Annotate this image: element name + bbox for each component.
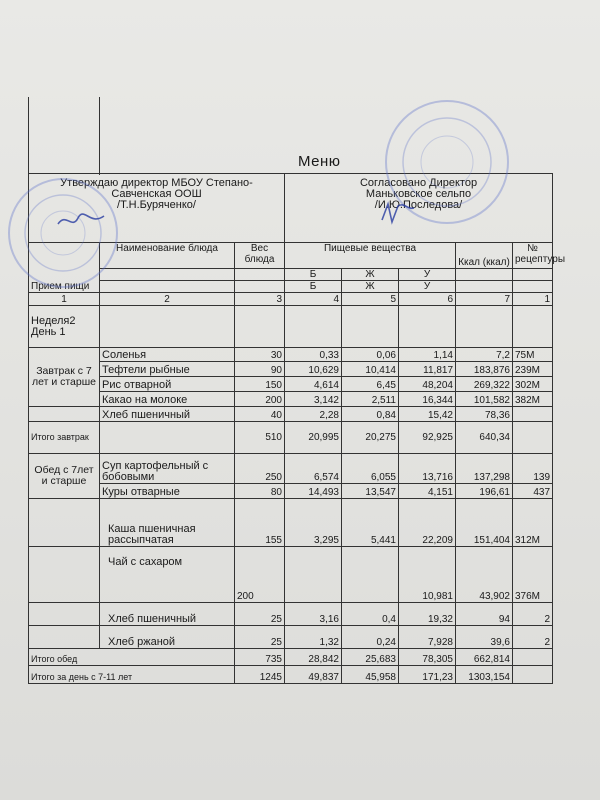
weight-cell: 30	[235, 348, 285, 362]
u-cell: 13,716	[399, 454, 456, 484]
dish-name: Хлеб ржаной	[100, 626, 235, 649]
recipe-cell: 437	[513, 484, 553, 499]
recipe-cell: 312М	[513, 499, 553, 547]
col-zh-header: Ж	[342, 269, 399, 281]
agreement-signature-icon	[378, 200, 418, 233]
recipe-cell: 239М	[513, 362, 553, 377]
kcal-cell: 39,6	[456, 626, 513, 649]
weight-cell: 25	[235, 603, 285, 626]
weight-cell: 1245	[235, 666, 285, 684]
zh-cell: 13,547	[342, 484, 399, 499]
recipe-cell: 302М	[513, 377, 553, 392]
table-row	[29, 547, 553, 603]
empty-cell	[235, 281, 285, 293]
u-cell: 10,981	[399, 547, 456, 603]
empty-cell	[456, 281, 513, 293]
column-number-row	[29, 293, 553, 306]
empty-cell	[29, 547, 100, 603]
recipe-cell: 2	[513, 626, 553, 649]
empty-cell	[100, 306, 235, 348]
dish-name: Рис отварной	[100, 377, 235, 392]
kcal-cell: 7,2	[456, 348, 513, 362]
table-row	[29, 362, 553, 377]
dish-name: Хлеб пшеничный	[100, 603, 235, 626]
week-day-row	[29, 306, 553, 348]
empty-cell	[29, 499, 100, 547]
weight-cell: 250	[235, 454, 285, 484]
col-kcal-header: Ккал (ккал)	[456, 243, 513, 269]
b-cell: 20,995	[285, 422, 342, 454]
col-u-header: У	[399, 269, 456, 281]
table-row	[29, 484, 553, 499]
lunch-total-row	[29, 649, 553, 666]
b-cell: 49,837	[285, 666, 342, 684]
day-total-label: Итого за день с 7-11 лет	[29, 666, 235, 684]
u-cell: 1,14	[399, 348, 456, 362]
kcal-cell: 1303,154	[456, 666, 513, 684]
col-num-1: 1	[29, 293, 100, 306]
weight-cell: 40	[235, 407, 285, 422]
day-total-row	[29, 666, 553, 684]
col-b-header: Б	[285, 269, 342, 281]
recipe-cell: 382М	[513, 392, 553, 407]
zh-cell: 45,958	[342, 666, 399, 684]
b-cell: 10,629	[285, 362, 342, 377]
dish-name: Куры отварные	[100, 484, 235, 499]
table-row	[29, 377, 553, 392]
b-cell: 0,33	[285, 348, 342, 362]
approval-right-line-3: /И.Ю.Последова/	[374, 199, 463, 211]
zh-cell: 0,06	[342, 348, 399, 362]
dish-name: Тефтели рыбные	[100, 362, 235, 377]
weight-cell: 510	[235, 422, 285, 454]
u-cell: 22,209	[399, 499, 456, 547]
kcal-cell: 78,36	[456, 407, 513, 422]
director-signature-icon	[56, 210, 106, 237]
dish-name: Каша пшеничная рассыпчатая	[100, 499, 235, 547]
weight-cell: 155	[235, 499, 285, 547]
b-cell: 3,16	[285, 603, 342, 626]
u-cell: 11,817	[399, 362, 456, 377]
col-zh-header-2: Ж	[342, 281, 399, 293]
col-b-header-2: Б	[285, 281, 342, 293]
col-num-3: 3	[235, 293, 285, 306]
breakfast-label: Завтрак с 7 лет и старше	[29, 348, 100, 407]
zh-cell: 6,055	[342, 454, 399, 484]
table-row	[29, 603, 553, 626]
b-cell	[285, 547, 342, 603]
sheet-inner-border	[99, 97, 100, 175]
col-num-7: 7	[456, 293, 513, 306]
table-row	[29, 626, 553, 649]
breakfast-total-row	[29, 422, 553, 454]
zh-cell: 20,275	[342, 422, 399, 454]
col-num-5: 5	[342, 293, 399, 306]
empty-cell	[235, 269, 285, 281]
dish-name: Какао на молоке	[100, 392, 235, 407]
empty-cell	[100, 281, 235, 293]
empty-cell	[456, 306, 513, 348]
zh-cell: 25,683	[342, 649, 399, 666]
b-cell: 4,614	[285, 377, 342, 392]
lunch-label: Обед с 7лет и старше	[29, 454, 100, 499]
recipe-cell	[513, 407, 553, 422]
u-cell: 7,928	[399, 626, 456, 649]
recipe-cell: 2	[513, 603, 553, 626]
table-row	[29, 454, 553, 484]
approval-left-line-2: Савченская ООШ	[111, 188, 202, 200]
kcal-cell: 101,582	[456, 392, 513, 407]
b-cell: 6,574	[285, 454, 342, 484]
zh-cell: 6,45	[342, 377, 399, 392]
u-cell: 16,344	[399, 392, 456, 407]
u-cell: 78,305	[399, 649, 456, 666]
b-cell: 28,842	[285, 649, 342, 666]
recipe-cell: 376М	[513, 547, 553, 603]
zh-cell: 0,24	[342, 626, 399, 649]
u-cell: 171,23	[399, 666, 456, 684]
zh-cell	[342, 547, 399, 603]
col-num-8: 1	[513, 293, 553, 306]
col-num-2: 2	[100, 293, 235, 306]
table-row	[29, 392, 553, 407]
approval-right-line-2: Маньковское сельпо	[365, 188, 472, 200]
empty-cell	[513, 422, 553, 454]
b-cell: 14,493	[285, 484, 342, 499]
col-recipe-header: № рецептуры	[513, 243, 553, 269]
zh-cell: 10,414	[342, 362, 399, 377]
empty-cell	[29, 603, 100, 626]
u-cell: 4,151	[399, 484, 456, 499]
weight-cell: 735	[235, 649, 285, 666]
empty-cell	[342, 306, 399, 348]
kcal-cell: 196,61	[456, 484, 513, 499]
empty-cell	[100, 269, 235, 281]
kcal-cell: 662,814	[456, 649, 513, 666]
lunch-total-label: Итого обед	[29, 649, 235, 666]
col-meal-header: Прием пищи	[29, 243, 100, 293]
col-nutrients-header: Пищевые вещества	[285, 243, 456, 269]
kcal-cell: 43,902	[456, 547, 513, 603]
kcal-cell: 640,34	[456, 422, 513, 454]
approval-right-line-1: Согласовано Директор	[359, 177, 478, 189]
empty-cell	[285, 306, 342, 348]
u-cell: 19,32	[399, 603, 456, 626]
col-u-header-2: У	[399, 281, 456, 293]
approval-left-line-3: /Т.Н.Буряченко/	[117, 199, 196, 211]
dish-name: Суп картофельный с бобовыми	[100, 454, 235, 484]
empty-cell	[29, 626, 100, 649]
breakfast-total-label: Итого завтрак	[29, 422, 100, 454]
recipe-cell: 75М	[513, 348, 553, 362]
weight-cell: 150	[235, 377, 285, 392]
weight-cell: 25	[235, 626, 285, 649]
u-cell: 92,925	[399, 422, 456, 454]
dish-name: Чай с сахаром	[100, 547, 235, 603]
col-weight-header: Вес блюда	[235, 243, 285, 269]
kcal-cell: 137,298	[456, 454, 513, 484]
table-row	[29, 407, 553, 422]
kcal-cell: 94	[456, 603, 513, 626]
b-cell: 3,295	[285, 499, 342, 547]
u-cell: 15,42	[399, 407, 456, 422]
b-cell: 3,142	[285, 392, 342, 407]
empty-cell	[399, 306, 456, 348]
zh-cell: 0,4	[342, 603, 399, 626]
zh-cell: 0,84	[342, 407, 399, 422]
empty-cell	[513, 666, 553, 684]
sheet-left-border	[28, 97, 29, 175]
col-dish-header: Наименование блюда	[100, 243, 235, 269]
empty-cell	[513, 281, 553, 293]
empty-cell	[235, 306, 285, 348]
recipe-cell: 139	[513, 454, 553, 484]
approval-left-line-1: Утверждаю директор МБОУ Степано-	[60, 177, 253, 189]
week-day-label: Неделя2 День 1	[29, 306, 100, 348]
weight-cell: 200	[235, 392, 285, 407]
weight-cell: 80	[235, 484, 285, 499]
u-cell: 48,204	[399, 377, 456, 392]
kcal-cell: 151,404	[456, 499, 513, 547]
empty-cell	[513, 649, 553, 666]
weight-cell: 90	[235, 362, 285, 377]
col-num-6: 6	[399, 293, 456, 306]
kcal-cell: 269,322	[456, 377, 513, 392]
weight-cell: 200	[235, 547, 285, 603]
zh-cell: 5,441	[342, 499, 399, 547]
table-row	[29, 348, 553, 362]
table-row	[29, 499, 553, 547]
kcal-cell: 183,876	[456, 362, 513, 377]
empty-cell	[29, 407, 100, 422]
b-cell: 1,32	[285, 626, 342, 649]
zh-cell: 2,511	[342, 392, 399, 407]
empty-cell	[100, 422, 235, 454]
empty-cell	[456, 269, 513, 281]
col-num-4: 4	[285, 293, 342, 306]
dish-name: Хлеб пшеничный	[100, 407, 235, 422]
page-title: Меню	[298, 153, 341, 170]
dish-name: Соленья	[100, 348, 235, 362]
b-cell: 2,28	[285, 407, 342, 422]
empty-cell	[513, 269, 553, 281]
empty-cell	[513, 306, 553, 348]
